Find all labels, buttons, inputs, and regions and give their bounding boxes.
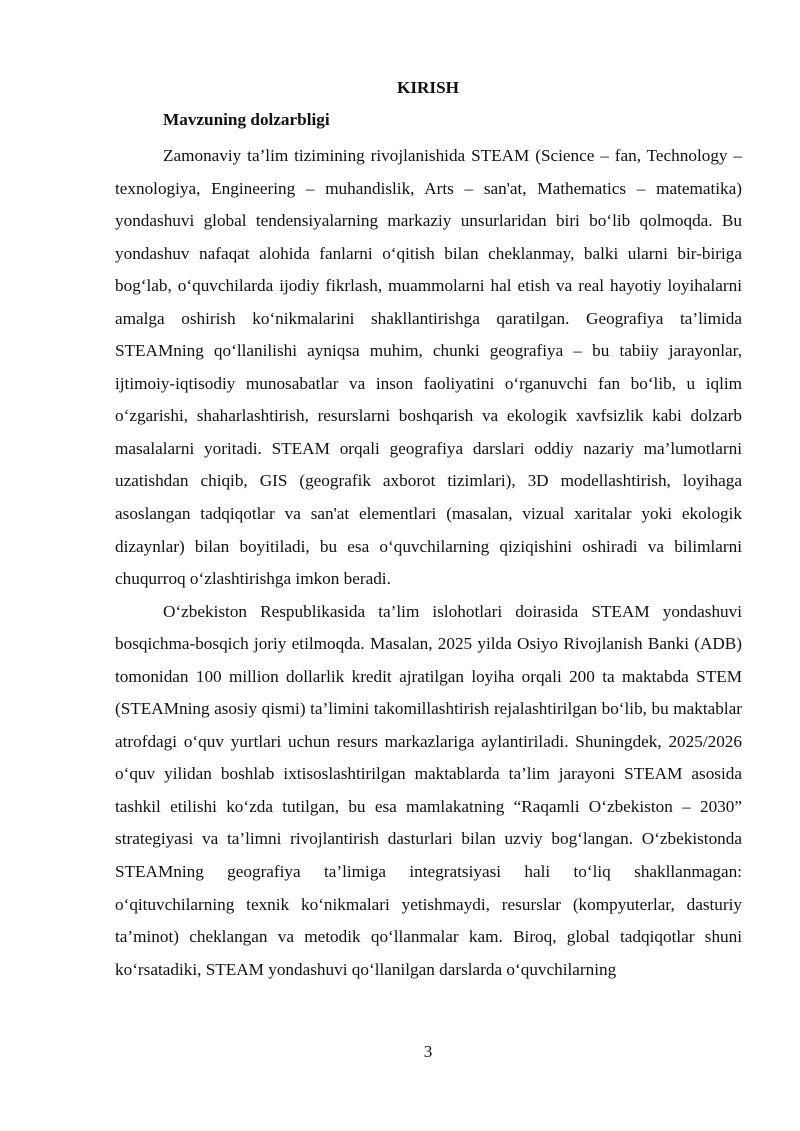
page-number: 3	[423, 1042, 433, 1061]
body-text	[115, 140, 742, 986]
paragraph-2: O‘zbekiston Respublikasida ta’lim islohotlari doirasida STEAM yondashuvi bosqichma-bosqich joriy etilmoqda. Masalan, 2025 yilda Osiyo Rivojlanish Banki (ADB) tomonidan 100 million dollarlik kredit ajratilgan loyiha orqali 200 ta maktabda STEM (STEAMning asosiy qismi) ta’limini takomillashtirish rejalashtirilgan bo‘lib, bu maktablar atrofdagi o‘quv yurtlari uchun resurs markazlariga aylantiriladi. Shuningdek, 2025/2026 o‘quv yilidan boshlab ixtisoslashtirilgan maktablarda ta’lim jarayoni STEAM asosida tashkil etilishi ko‘zda tutilgan, bu esa mamlakatning “Raqamli O‘zbekiston – 2030” strategiyasi va ta’limni rivojlantirish dasturlari bilan uzviy bog‘langan. O‘zbekistonda STEAMning geografiya ta’limiga integratsiyasi hali to‘liq shakllanmagan: o‘qituvchilarning texnik ko‘nikmalari yetishmaydi, resurslar (kompyuterlar, dasturiy ta’minot) cheklangan va metodik qo‘llanmalar kam. Biroq, global tadqiqotlar shuni ko‘rsatadiki, STEAM yondashuvi qo‘llanilgan darslarda o‘quvchilarning	[115, 601, 742, 979]
paragraph-1: Zamonaviy ta’lim tizimining rivojlanishida STEAM (Science – fan, Technology – texnologiya, Engineering – muhandislik, Arts – san'at, Mathematics – matematika) yondashuvi global tendensiyalarning markaziy unsurlaridan biri bo‘lib qolmoqda. Bu yondashuv nafaqat alohida fanlarni o‘qitish bilan cheklanmay, balki ularni bir-biriga bog‘lab, o‘quvchilarda ijodiy fikrlash, muammolarni hal etish va real hayotiy loyihalarni amalga oshirish ko‘nikmalarini shakllantirishga qaratilgan. Geografiya ta’limida STEAMning qo‘llanilishi ayniqsa muhim, chunki geografiya – bu tabiiy jarayonlar, ijtimoiy-iqtisodiy munosabatlar va inson faoliyatini o‘rganuvchi fan bo‘lib, u iqlim o‘zgarishi, shaharlashtirish, resurslarni boshqarish va ekologik xavfsizlik kabi dolzarb masalalarni yoritadi. STEAM orqali geografiya darslari oddiy nazariy ma’lumotlarni uzatishdan chiqib, GIS (geografik axborot tizimlari), 3D modellashtirish, loyihaga asoslangan tadqiqotlar va san'at elementlari (masalan, vizual xaritalar yoki ekologik dizaynlar) bilan boyitiladi, bu esa o‘quvchilarning qiziqishini oshiradi va bilimlarni chuqurroq o‘zlashtirishga imkon beradi.	[115, 146, 742, 589]
subsection-heading: Mavzuning dolzarbligi	[163, 110, 330, 129]
section-heading: KIRISH	[396, 78, 460, 97]
